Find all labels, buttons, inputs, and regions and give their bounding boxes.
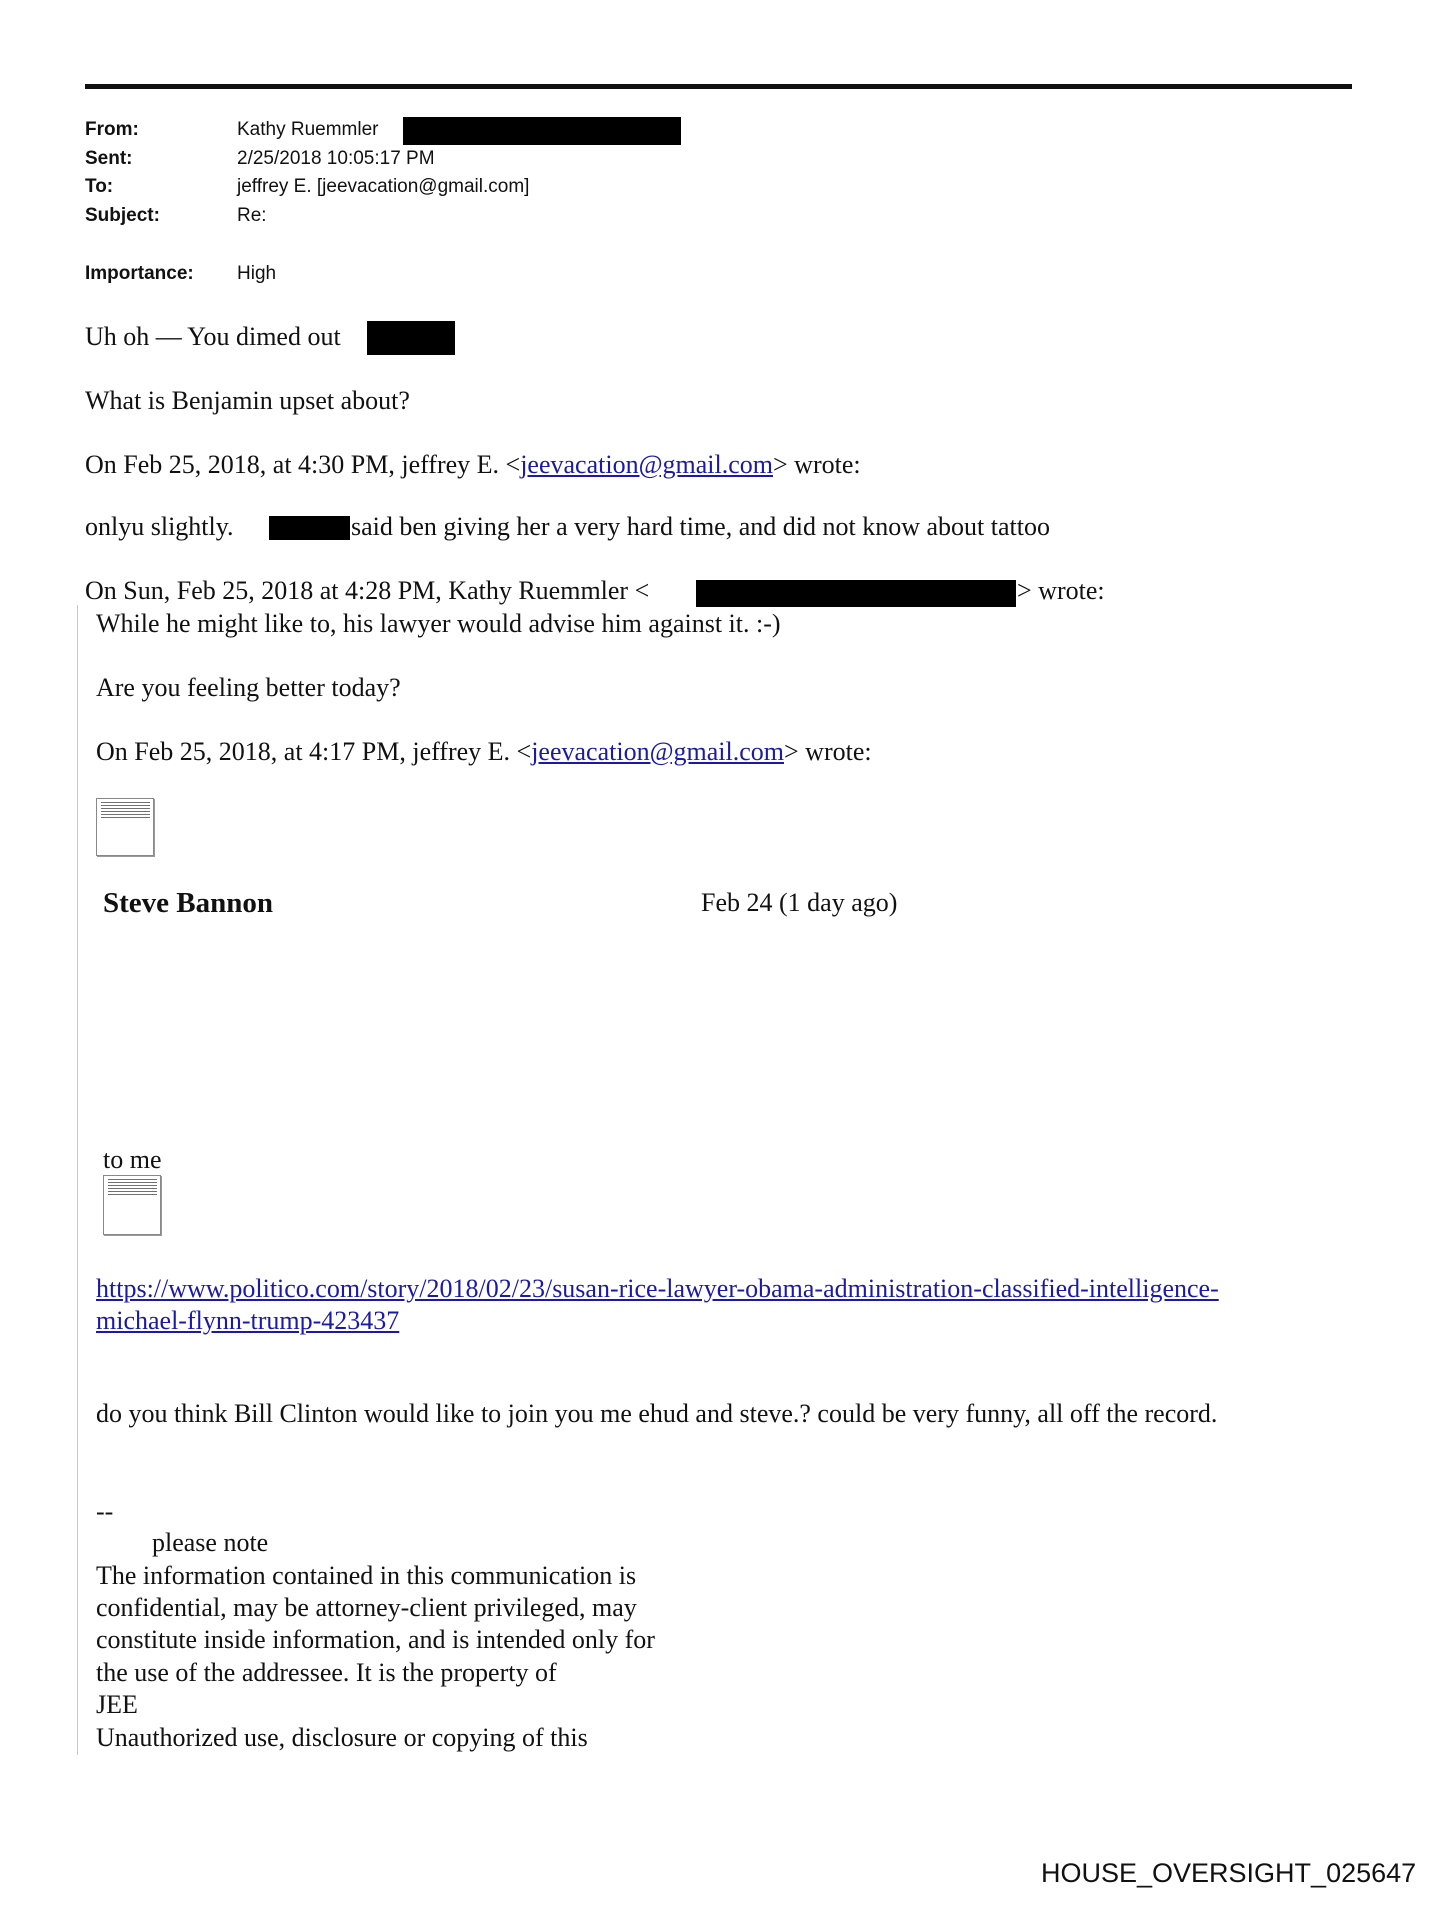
email-link[interactable]: jeevacation@gmail.com bbox=[531, 737, 784, 766]
reply-text-b: said ben giving her a very hard time, and did not know about tattoo bbox=[351, 512, 1050, 541]
sent-label: Sent: bbox=[85, 148, 133, 169]
to-label: To: bbox=[85, 176, 114, 197]
politico-link[interactable]: https://www.politico.com/story/2018/02/23/susan-rice-lawyer-obama-administration-classified-intelligence- bbox=[96, 1274, 1219, 1303]
sender-date: Feb 24 (1 day ago) bbox=[701, 888, 898, 917]
importance-value: High bbox=[237, 263, 277, 284]
signature-note: please note bbox=[152, 1528, 269, 1557]
quote-header-3: On Feb 25, 2018, at 4:17 PM, jeffrey E. <jeevacation@gmail.com> wrote: bbox=[96, 737, 872, 766]
quoted-line-1: While he might like to, his lawyer would advise him against it. :-) bbox=[96, 609, 781, 638]
quote-header-2-prefix: On Sun, Feb 25, 2018 at 4:28 PM, Kathy Ruemmler < bbox=[85, 576, 650, 605]
politico-link-continued[interactable]: michael-flynn-trump-423437 bbox=[96, 1306, 400, 1335]
subject-value: Re: bbox=[237, 205, 267, 226]
quote-header-1: On Feb 25, 2018, at 4:30 PM, jeffrey E. <jeevacation@gmail.com> wrote: bbox=[85, 450, 861, 479]
quoted-line-2: Are you feeling better today? bbox=[96, 673, 401, 702]
sender-name: Steve Bannon bbox=[103, 887, 274, 919]
from-label: From: bbox=[85, 119, 139, 140]
body-line-1: Uh oh — You dimed out bbox=[85, 322, 341, 351]
from-value: Kathy Ruemmler bbox=[237, 119, 379, 140]
signature-line: the use of the addressee. It is the property of bbox=[96, 1658, 557, 1687]
email-link[interactable]: jeevacation@gmail.com bbox=[520, 450, 773, 479]
signature-line: JEE bbox=[96, 1690, 138, 1719]
signature-line: constitute inside information, and is intended only for bbox=[96, 1625, 655, 1654]
quote-border bbox=[77, 605, 78, 1755]
body-line-2: What is Benjamin upset about? bbox=[85, 386, 410, 415]
redaction bbox=[696, 580, 1016, 607]
redaction bbox=[403, 117, 681, 145]
bates-number: HOUSE_OVERSIGHT_025647 bbox=[1041, 1858, 1417, 1888]
signature-line: Unauthorized use, disclosure or copying of this bbox=[96, 1723, 588, 1752]
to-value: jeffrey E. [jeevacation@gmail.com] bbox=[237, 176, 530, 197]
header-rule bbox=[85, 84, 1352, 89]
quote-header-2-suffix: > wrote: bbox=[1017, 576, 1105, 605]
question-text: do you think Bill Clinton would like to join you me ehud and steve.? could be very funny, all off the record. bbox=[96, 1399, 1218, 1428]
redaction bbox=[269, 516, 350, 540]
sent-value: 2/25/2018 10:05:17 PM bbox=[237, 148, 435, 169]
broken-image-icon bbox=[96, 798, 154, 856]
subject-label: Subject: bbox=[85, 205, 160, 226]
to-me: to me bbox=[103, 1145, 162, 1174]
broken-image-icon bbox=[103, 1175, 161, 1235]
redaction bbox=[367, 321, 455, 355]
importance-label: Importance: bbox=[85, 263, 194, 284]
signature-line: confidential, may be attorney-client privileged, may bbox=[96, 1593, 637, 1622]
reply-text-a: onlyu slightly. bbox=[85, 512, 234, 541]
signature-dash: -- bbox=[96, 1497, 114, 1526]
signature-line: The information contained in this communication is bbox=[96, 1561, 637, 1590]
